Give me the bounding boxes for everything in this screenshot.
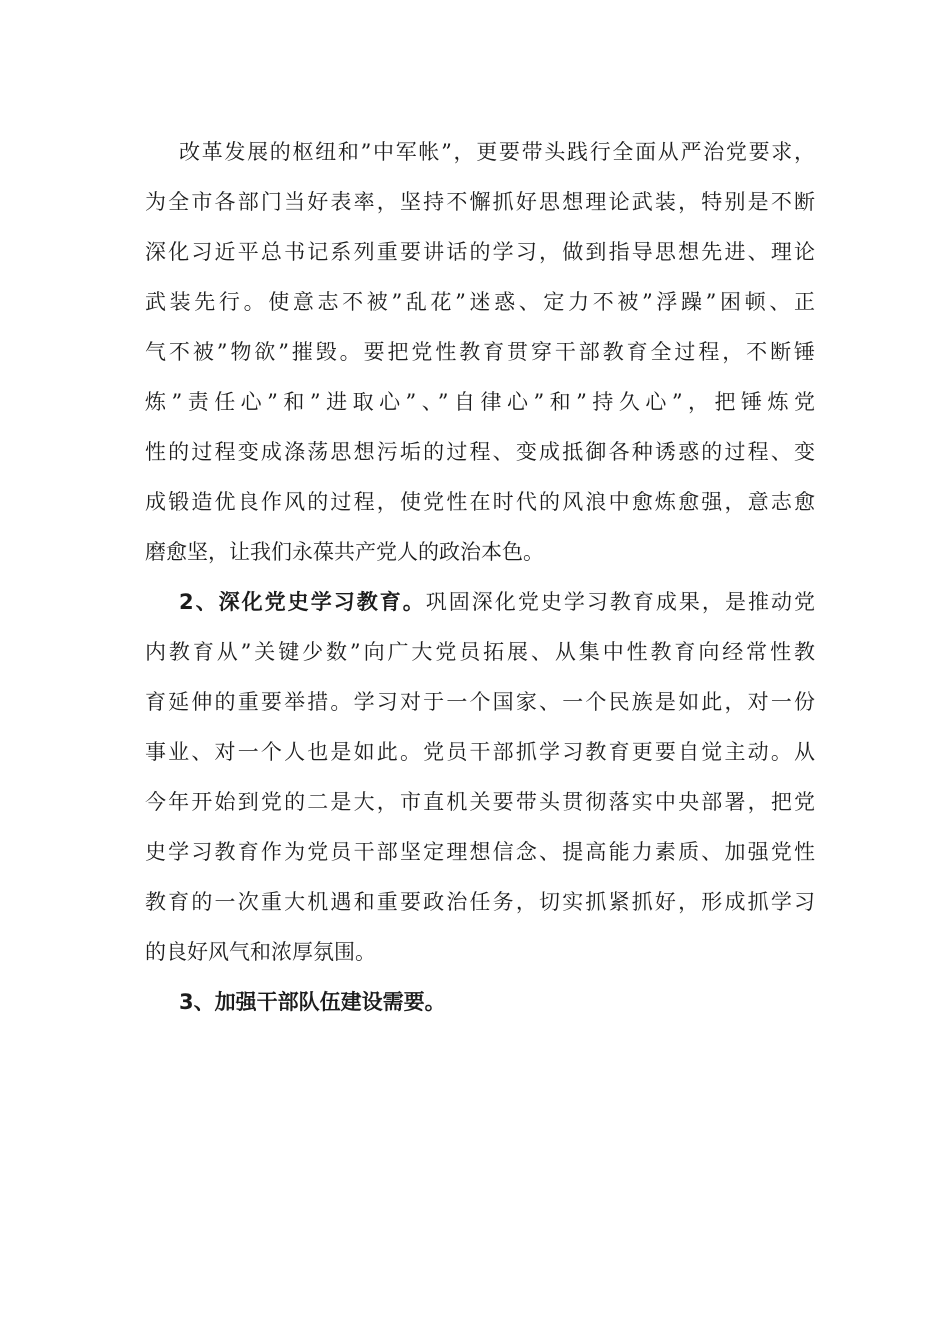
paragraph-line-rest: 巩固深化党史学习教育成果，是推动党 (425, 590, 815, 614)
paragraph-line: 磨愈坚，让我们永葆共产党人的政治本色。 (145, 540, 544, 564)
paragraph-line: 教育的一次重大机遇和重要政治任务，切实抓紧抓好，形成抓学习 (145, 890, 815, 914)
paragraph-line: 为全市各部门当好表率，坚持不懈抓好思想理论武装，特别是不断 (145, 190, 815, 214)
paragraph-line: 内教育从”关键少数”向广大党员拓展、从集中性教育向经常性教 (145, 640, 815, 664)
paragraph-2 (145, 577, 815, 977)
paragraph-line: 今年开始到党的二是大，市直机关要带头贯彻落实中央部署，把党 (145, 790, 815, 814)
paragraph-1 (145, 127, 815, 577)
section-heading-2: 2、深化党史学习教育。 (179, 590, 426, 614)
paragraph-line (145, 577, 815, 627)
paragraph-line: 成锻造优良作风的过程，使党性在时代的风浪中愈炼愈强，意志愈 (145, 490, 815, 514)
paragraph-line: 气不被”物欲”摧毁。要把党性教育贯穿干部教育全过程，不断锤 (145, 340, 815, 364)
paragraph-line: 深化习近平总书记系列重要讲话的学习，做到指导思想先进、理论 (145, 240, 815, 264)
paragraph-line: 史学习教育作为党员干部坚定理想信念、提高能力素质、加强党性 (145, 840, 815, 864)
paragraph-line: 育延伸的重要举措。学习对于一个国家、一个民族是如此，对一份 (145, 690, 815, 714)
paragraph-3 (145, 977, 815, 1027)
paragraph-line: 改革发展的枢纽和”中军帐”，更要带头践行全面从严治党要求， (179, 140, 815, 164)
paragraph-line (145, 977, 815, 1027)
paragraph-line: 炼”责任心”和”进取心”、”自律心”和”持久心”，把锤炼党 (145, 390, 815, 414)
paragraph-line: 性的过程变成涤荡思想污垢的过程、变成抵御各种诱惑的过程、变 (145, 440, 815, 464)
document-body (145, 127, 815, 1027)
paragraph-line: 事业、对一个人也是如此。党员干部抓学习教育更要自觉主动。从 (145, 740, 815, 764)
paragraph-line: 的良好风气和浓厚氛围。 (145, 940, 376, 964)
section-heading-3: 3、加强干部队伍建设需要。 (179, 990, 446, 1014)
paragraph-line: 武装先行。使意志不被”乱花”迷惑、定力不被”浮躁”困顿、正 (145, 290, 815, 314)
